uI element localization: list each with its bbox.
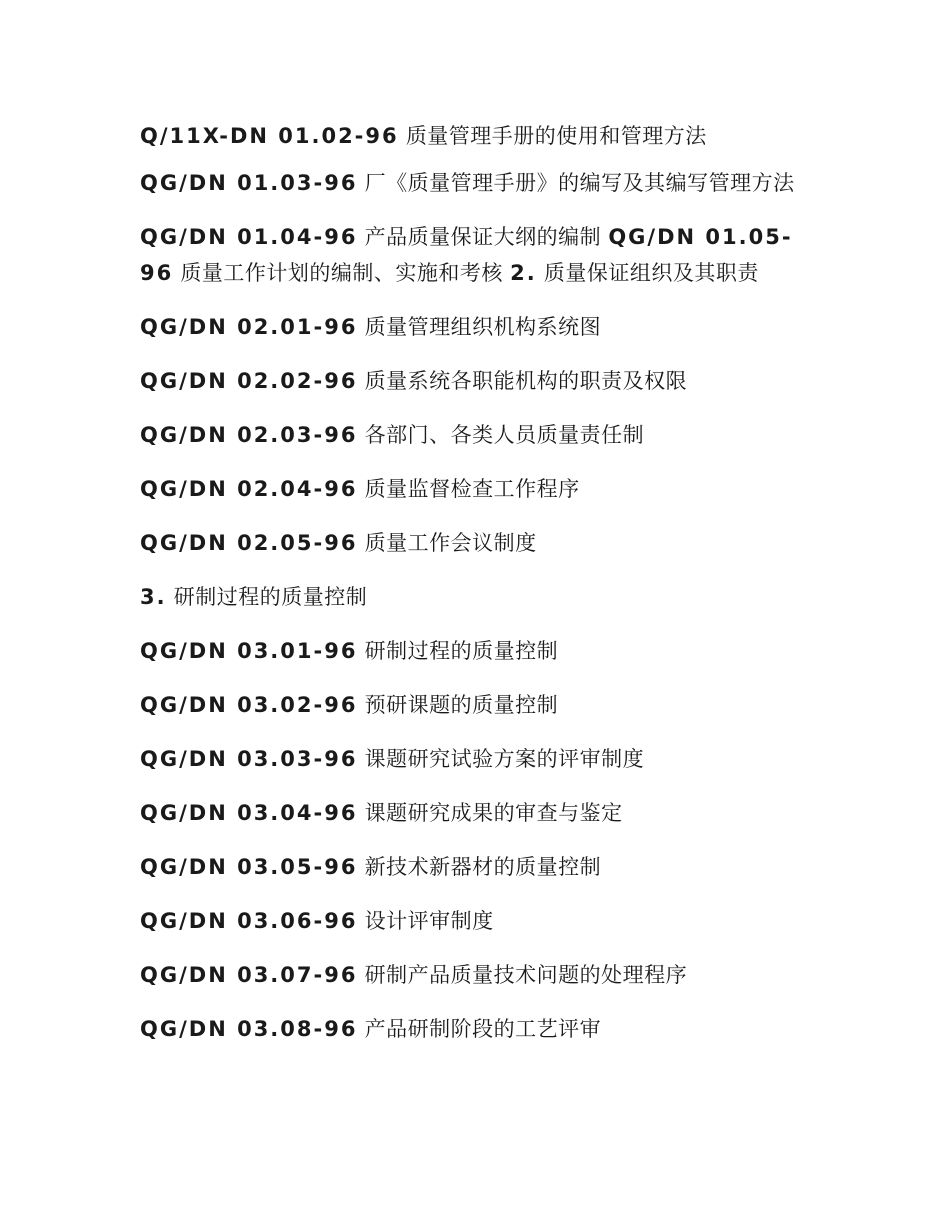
standard-code: QG/DN 03.01-96: [140, 639, 358, 663]
doc-entry: [140, 219, 820, 291]
standard-code: QG/DN 02.03-96: [140, 423, 358, 447]
doc-entry: [140, 471, 820, 507]
doc-entry: [140, 633, 820, 669]
standard-title: 质量管理组织机构系统图: [364, 315, 602, 339]
standard-code: QG/DN 03.06-96: [140, 909, 358, 933]
standard-title: 课题研究成果的审查与鉴定: [364, 801, 623, 825]
section-title: 质量保证组织及其职责: [543, 261, 759, 285]
section-heading: [140, 579, 820, 615]
doc-entry: [140, 795, 820, 831]
standard-code: QG/DN 03.02-96: [140, 693, 358, 717]
standard-title: 预研课题的质量控制: [364, 693, 559, 717]
standard-code: QG/DN 03.03-96: [140, 747, 358, 771]
doc-entry: [140, 957, 820, 993]
doc-entry: [140, 849, 820, 885]
document-page: [140, 118, 820, 1065]
standard-title: 产品质量保证大纲的编制: [364, 225, 602, 249]
standard-code: QG/DN 03.04-96: [140, 801, 358, 825]
doc-entry: [140, 417, 820, 453]
standard-code: QG/DN 02.04-96: [140, 477, 358, 501]
doc-entry: [140, 741, 820, 777]
standard-title: 课题研究试验方案的评审制度: [364, 747, 645, 771]
standard-title: 质量工作计划的编制、实施和考核: [180, 261, 503, 285]
standard-code: QG/DN 03.08-96: [140, 1017, 358, 1041]
doc-entry: [140, 525, 820, 561]
doc-entry: [140, 118, 820, 154]
standard-title: 质量工作会议制度: [364, 531, 537, 555]
standard-title: 各部门、各类人员质量责任制: [364, 423, 645, 447]
standard-code: QG/DN 01.05-96: [140, 225, 793, 285]
doc-entry: [140, 903, 820, 939]
standard-code: QG/DN 01.03-96: [140, 171, 358, 195]
standard-title: 质量监督检查工作程序: [364, 477, 580, 501]
standard-code: QG/DN 02.05-96: [140, 531, 358, 555]
standard-title: 质量系统各职能机构的职责及权限: [364, 369, 688, 393]
standard-code: QG/DN 02.02-96: [140, 369, 358, 393]
standard-code: Q/11X-DN 01.02-96: [140, 124, 399, 148]
standard-title: 产品研制阶段的工艺评审: [364, 1017, 602, 1041]
standard-title: 质量管理手册的使用和管理方法: [405, 124, 707, 148]
doc-entry: [140, 363, 820, 399]
section-number: 3.: [140, 585, 167, 609]
standard-title: 厂《质量管理手册》的编写及其编写管理方法: [364, 171, 795, 195]
standard-title: 设计评审制度: [364, 909, 494, 933]
doc-entry: [140, 1011, 820, 1047]
standard-code: QG/DN 01.04-96: [140, 225, 358, 249]
standard-code: QG/DN 03.07-96: [140, 963, 358, 987]
standard-code: QG/DN 03.05-96: [140, 855, 358, 879]
section-title: 研制过程的质量控制: [173, 585, 368, 609]
doc-entry: [140, 165, 820, 201]
standard-code: QG/DN 02.01-96: [140, 315, 358, 339]
standard-title: 研制产品质量技术问题的处理程序: [364, 963, 688, 987]
section-number: 2.: [510, 261, 537, 285]
doc-entry: [140, 687, 820, 723]
standard-title: 研制过程的质量控制: [364, 639, 559, 663]
standard-title: 新技术新器材的质量控制: [364, 855, 602, 879]
doc-entry: [140, 309, 820, 345]
